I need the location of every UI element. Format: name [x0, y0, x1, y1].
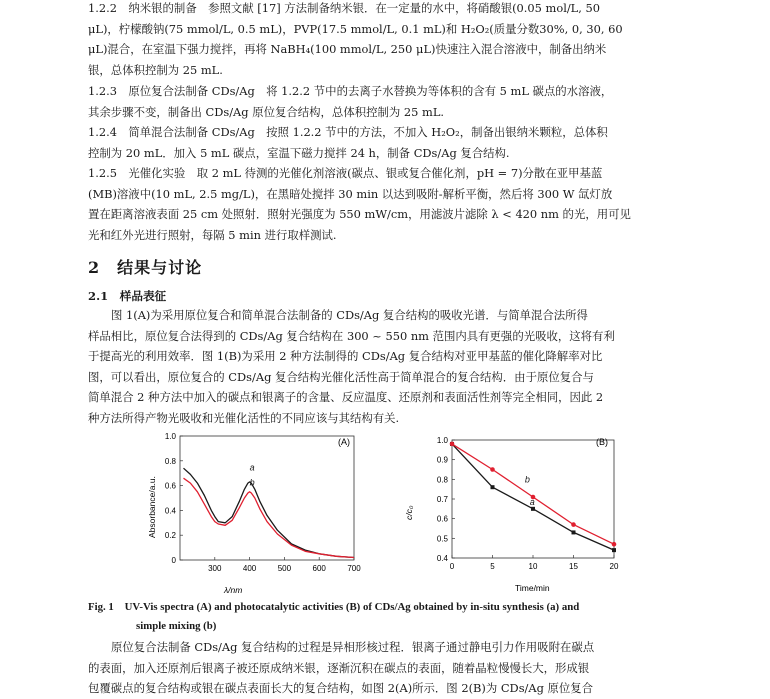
chart-ticks [165, 432, 361, 573]
y-tick-label: 0.8 [436, 475, 448, 485]
x-tick-label: 15 [569, 562, 578, 571]
x-tick-label: 600 [312, 564, 326, 573]
caption-line: Fig. 1 UV-Vis spectra (A) and photocatalytic activities (B) of CDs/Ag obtained by in-situ synthesis (a) and [88, 601, 580, 613]
y-tick-label: 0.5 [436, 534, 448, 544]
y-tick-label: 0.6 [436, 514, 448, 524]
caption-line: simple mixing (b) [136, 620, 217, 632]
figure-1b-photocatalysis-chart [400, 428, 625, 598]
chart-panel-label: (A) [338, 437, 350, 447]
text-line: 原位复合法制备 CDs/Ag 复合结构的过程是异相形核过程．银离子通过静电引力作用吸附在碳点 [111, 640, 595, 654]
paragraph-2-1 [88, 305, 688, 429]
y-tick-label: 0.7 [436, 495, 448, 504]
y-tick-label: 0.4 [164, 506, 176, 516]
text-line: 1.2.4 简单混合法制备 CDs/Ag 按照 1.2.2 节中的方法，不加入 H₂O₂，制备出银纳米颗粒，总体积 [88, 125, 608, 139]
data-point-b [450, 442, 455, 447]
y-tick-label: 0.6 [164, 481, 176, 491]
figure-1a-absorbance-chart [140, 428, 372, 598]
text-line: 包覆碳点的复合结构或银在碳点表面长大的复合结构，如图 2(A)所示．图 2(B)为 CDs/Ag 原位复合 [88, 681, 594, 696]
x-tick-label: 10 [528, 562, 538, 571]
section-1-2-2 [88, 0, 688, 80]
chart-ylabel: Absorbance/a.u. [147, 476, 157, 538]
x-tick-label: 5 [490, 562, 495, 571]
series-line-b [452, 444, 614, 544]
section-heading-2: 2 结果与讨论 [88, 258, 203, 277]
text-line: 图，可以看出，原位复合的 CDs/Ag 复合结构光催化活性高于简单混合的复合结构．由于原位复合与 [88, 369, 594, 384]
data-point-a [531, 507, 535, 511]
text-line: (MB)溶液中(10 mL, 2.5 mg/L)，在黑暗处搅拌 30 min 以达到吸附-解析平衡，然后将 300 W 氙灯放 [88, 186, 613, 201]
series-label-a: a [249, 462, 255, 473]
text-line: 种方法所得产物光吸收和光催化活性的不同应该与其结构有关. [88, 410, 400, 425]
data-point-b [612, 542, 617, 547]
data-point-b [571, 522, 576, 527]
text-line: 1.2.3 原位复合法制备 CDs/Ag 将 1.2.2 节中的去离子水替换为等体积的含有 5 mL 碳点的水溶液， [88, 84, 613, 98]
chart-xlabel: Time/min [515, 583, 550, 593]
series-label-b: b [249, 477, 255, 488]
text-line: 1.2.2 纳米银的制备 参照文献 [17] 方法制备纳米银．在一定量的水中，将硝酸银(0.05 mol/L, 50 [88, 1, 600, 15]
x-tick-label: 300 [208, 564, 222, 573]
chart-xlabel: λ/nm [224, 585, 243, 595]
series-label-a: a [529, 496, 535, 507]
paragraph-after-figure [88, 637, 688, 699]
text-line: 银，总体积控制为 25 mL. [88, 62, 223, 77]
text-line: 其余步骤不变，制备出 CDs/Ag 原位复合结构，总体积控制为 25 mL. [88, 104, 444, 119]
x-tick-label: 400 [242, 564, 257, 573]
y-tick-label: 0 [171, 556, 176, 565]
section-1-2-5 [88, 163, 688, 245]
text-line: 于提高光的利用效率．图 1(B)为采用 2 种方法制得的 CDs/Ag 复合结构对亚甲基蓝的催化降解率对比 [88, 349, 603, 364]
section-1-2-3 [88, 81, 688, 122]
chart-series [184, 468, 355, 557]
text-line: 样品相比，原位复合法得到的 CDs/Ag 复合结构在 300 ~ 550 nm 范围内具有更强的光吸收，这将有利 [88, 328, 615, 343]
x-tick-label: 20 [609, 562, 619, 571]
subsection-heading-2-1: 2.1 样品表征 [88, 289, 167, 303]
data-point-b [490, 467, 495, 472]
y-tick-label: 1.0 [164, 432, 176, 441]
y-tick-label: 1.0 [436, 436, 448, 445]
text-line: 1.2.5 光催化实验 取 2 mL 待测的光催化剂溶液(碳点、银或复合催化剂，pH = 7)分散在亚甲基蓝 [88, 166, 603, 180]
data-point-a [612, 548, 616, 552]
y-tick-label: 0.9 [436, 455, 448, 465]
text-line: μL)混合，在室温下强力搅拌，再将 NaBH₄(100 mmol/L, 250 μL)快速注入混合溶液中，制备出纳米 [88, 42, 607, 57]
text-line: μL)，柠檬酸钠(75 mmol/L, 0.5 mL)，PVP(17.5 mmol/L, 0.1 mL)和 H₂O₂(质量分数30%, 0, 30, 60 [88, 21, 623, 36]
text-line: 简单混合 2 种方法中加入的碳点和银离子的含量、反应温度、还原剂和表面活性剂等完全相同，因此 2 [88, 390, 604, 405]
y-tick-label: 0.8 [164, 456, 176, 466]
text-line: 置在距离溶液表面 25 cm 处照射．照射光强度为 550 mW/cm，用滤波片滤除 λ < 420 nm 的光，用可见 [88, 207, 631, 222]
x-tick-label: 500 [277, 564, 292, 573]
data-point-a [491, 485, 495, 489]
text-line: 光和红外光进行照射，每隔 5 min 进行取样测试. [88, 227, 337, 242]
x-tick-label: 0 [449, 562, 455, 571]
figure-1-caption [88, 598, 688, 636]
x-tick-label: 700 [347, 564, 361, 573]
data-point-a [572, 530, 576, 534]
chart-panel-label: (B) [596, 437, 608, 447]
text-line: 的表面，加入还原剂后银离子被还原成纳米银，逐渐沉积在碳点的表面，随着晶粒慢慢长大，形成银 [88, 660, 590, 675]
y-tick-label: 0.4 [436, 554, 448, 563]
chart-ylabel: c/c₀ [404, 505, 414, 520]
y-tick-label: 0.2 [164, 531, 176, 541]
text-line: 图 1(A)为采用原位复合和简单混合法制备的 CDs/Ag 复合结构的吸收光谱．与简单混合法所得 [111, 308, 588, 322]
text-line: 控制为 20 mL．加入 5 mL 碳点，室温下磁力搅拌 24 h，制备 CDs/Ag 复合结构. [88, 145, 510, 160]
section-1-2-4 [88, 122, 688, 163]
series-label-b: b [524, 474, 530, 485]
